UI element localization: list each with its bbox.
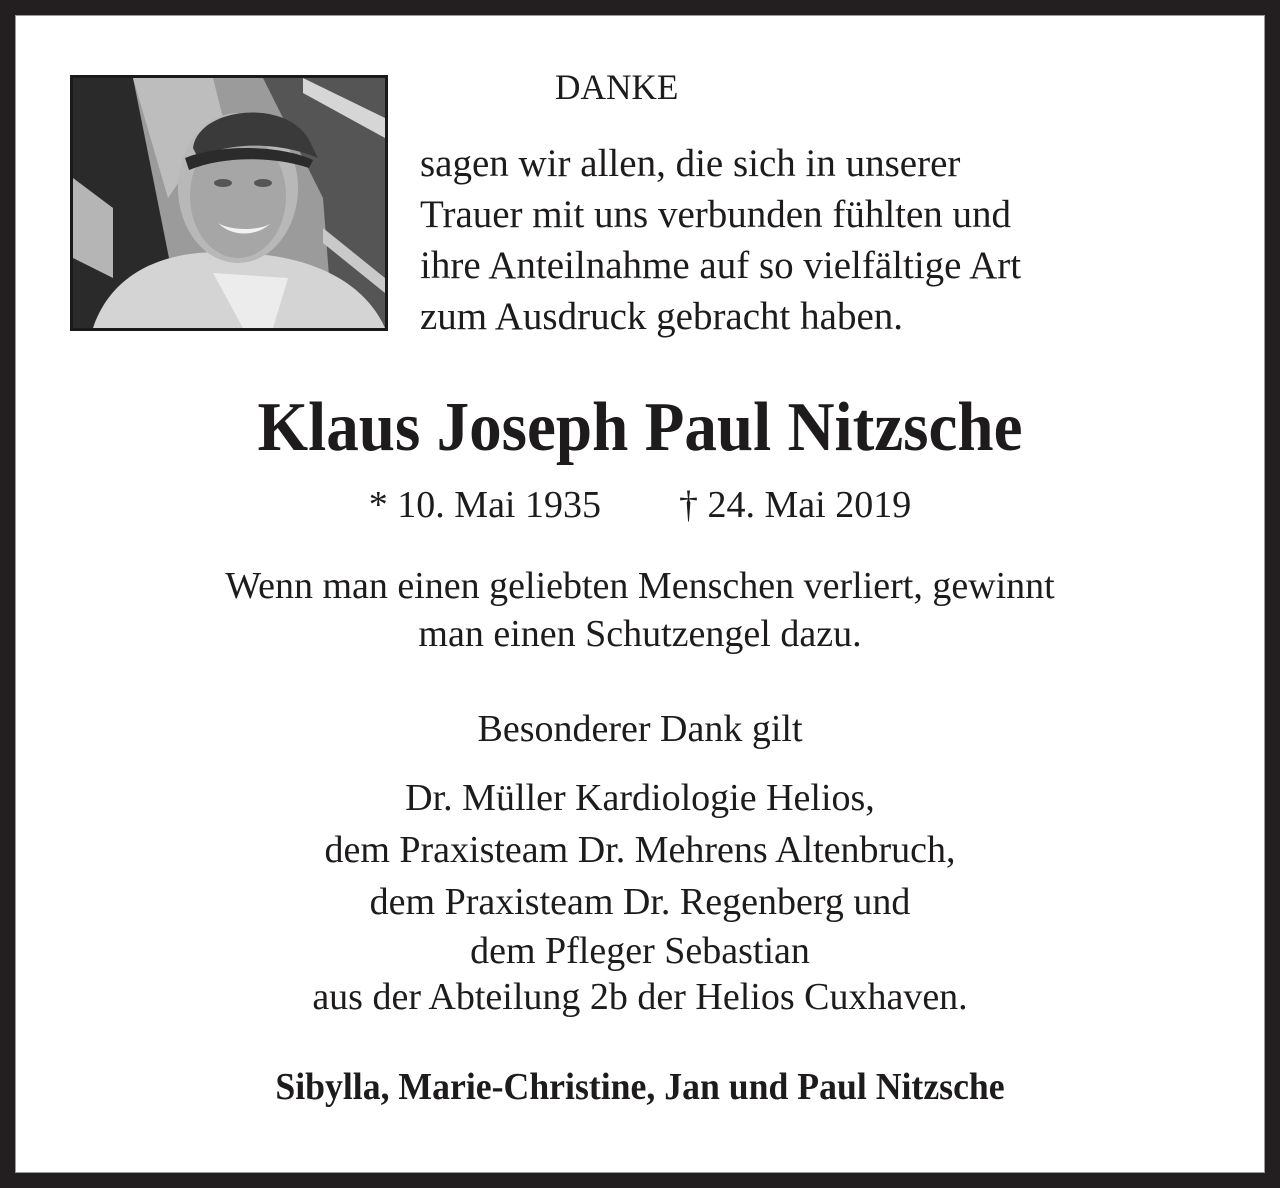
thanks-line: dem Pfleger Sebastian bbox=[470, 930, 810, 972]
heading-danke: DANKE bbox=[555, 67, 679, 107]
death-date: † 24. Mai 2019 bbox=[679, 484, 912, 526]
thanks-line: dem Praxisteam Dr. Mehrens Altenbruch, bbox=[324, 829, 956, 871]
special-thanks-list bbox=[0, 772, 1280, 1020]
intro-line: zum Ausdruck gebracht haben. bbox=[420, 295, 904, 338]
thanks-line: dem Praxisteam Dr. Regenberg und bbox=[369, 881, 911, 923]
thanks-line: aus der Abteilung 2b der Helios Cuxhaven. bbox=[312, 976, 968, 1018]
intro-line: ihre Anteilnahme auf so vielfältige Art bbox=[420, 244, 1022, 287]
quote-line: Wenn man einen geliebten Menschen verliert, gewinnt bbox=[225, 565, 1055, 607]
special-thanks-heading: Besonderer Dank gilt bbox=[477, 708, 803, 750]
intro-line: Trauer mit uns verbunden fühlten und bbox=[420, 193, 1012, 236]
life-dates bbox=[0, 482, 1280, 528]
portrait-photo bbox=[70, 75, 388, 331]
memorial-quote bbox=[0, 562, 1280, 658]
intro-line: sagen wir allen, die sich in unserer bbox=[420, 142, 961, 185]
portrait-photo-icon bbox=[73, 78, 385, 328]
thanks-line: Dr. Müller Kardiologie Helios, bbox=[405, 777, 875, 819]
birth-date: * 10. Mai 1935 bbox=[368, 484, 601, 526]
quote-line: man einen Schutzengel dazu. bbox=[418, 613, 862, 655]
intro-text bbox=[420, 138, 1240, 342]
deceased-name: Klaus Joseph Paul Nitzsche bbox=[257, 389, 1023, 466]
signatories: Sibylla, Marie-Christine, Jan und Paul Nitzsche bbox=[275, 1066, 1005, 1108]
